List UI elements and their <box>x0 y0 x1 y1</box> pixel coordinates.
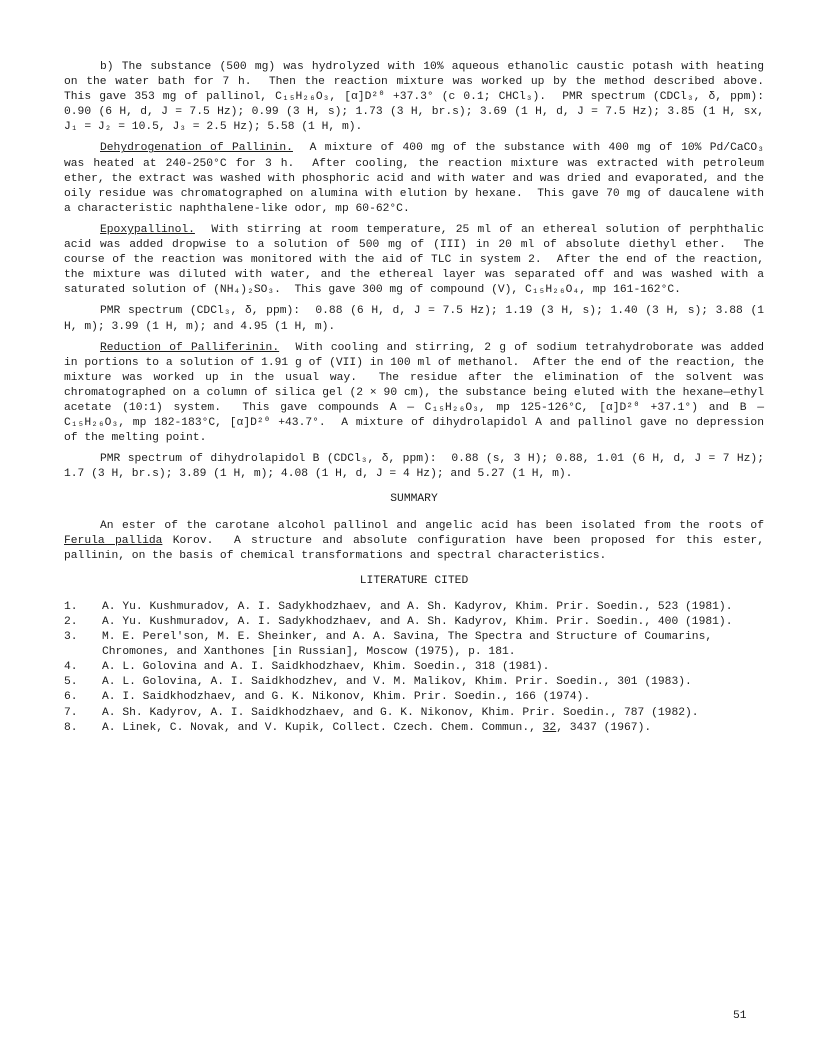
reference-item: 2. A. Yu. Kushmuradov, A. I. Sadykhodzhaev, and A. Sh. Kadyrov, Khim. Prir. Soedin., 400 (1981). <box>64 616 733 628</box>
paragraph-dehydrogenation: Dehydrogenation of Pallinin. A mixture of 400 mg of the substance with 400 mg of 10% Pd/CaCO₃ was heated at 240-250°C for 3 h. After cooling, the reaction mixture was extracted with petroleum ether, the extract was washed with phosphoric acid and with water and was dried and evaporated, and the oily residue was chromatographed on alumina with elution by hexane. This gave 70 mg of daucalene with a characteristic naphthalene-like odor, mp 60-62°C. <box>64 142 771 215</box>
reference-item: 1. A. Yu. Kushmuradov, A. I. Sadykhodzhaev, and A. Sh. Kadyrov, Khim. Prir. Soedin., 523 (1981). <box>64 600 733 613</box>
summary-text: An ester of the carotane alcohol pallinol and angelic acid has been isolated from the roots of Ferula pallida Korov. A structure and absolute configuration have been proposed for this ester, pallinin, on the basis of chemical transformations and spectral characteristics. <box>64 519 771 562</box>
journal-volume: 32 <box>542 721 557 734</box>
section-heading: Dehydrogenation of Pallinin. <box>100 142 293 155</box>
reference-item: 6. A. I. Saidkhodzhaev, and G. K. Nikonov, Khim. Prir. Soedin., 166 (1974). <box>64 691 591 704</box>
section-heading: Epoxypallinol. <box>100 223 195 236</box>
reference-item: 5. A. L. Golovina, A. I. Saidkhodzhev, and V. M. Malikov, Khim. Prir. Soedin., 301 (1983). <box>64 676 692 689</box>
reference-list <box>64 600 764 736</box>
page-body <box>64 60 778 736</box>
paragraph-hydrolysis: b) The substance (500 mg) was hydrolyzed with 10% aqueous ethanolic caustic potash with heating on the water bath for 7 h. Then the reaction mixture was worked up by the method described above. This gave 353 mg of pallinol, C₁₅H₂₆O₃, [α]D²⁰ +37.3° (c 0.1; CHCl₃). PMR spectrum (CDCl₃, δ, ppm): 0.90 (6 H, d, J = 7.5 Hz); 0.99 (3 H, s); 1.73 (3 H, br.s); 3.69 (1 H, d, J = 7.5 Hz); 3.85 (1 H, sx, J₁ = J₂ = 10.5, J₃ = 2.5 Hz); 5.58 (1 H, m). <box>64 61 778 134</box>
summary-heading: SUMMARY <box>390 493 438 506</box>
paragraph-epoxypallinol: Epoxypallinol. With stirring at room temperature, 25 ml of an ethereal solution of perphthalic acid was added dropwise to a solution of 500 mg of (III) in 20 ml of absolute diethyl ether. The course of the reaction was monitored with the aid of TLC in system 2. After the end of the reaction, the mixture was diluted with water, and the ethereal layer was separated off and was washed with a saturated solution of (NH₄)₂SO₃. This gave 300 mg of compound (V), C₁₅H₂₆O₄, mp 161-162°C. <box>64 223 771 297</box>
paragraph-pmr-b: PMR spectrum of dihydrolapidol B (CDCl₃, δ, ppm): 0.88 (s, 3 H); 0.88, 1.01 (6 H, d, J = 7 Hz); 1.7 (3 H, br.s); 3.89 (1 H, m); 4.08 (1 H, d, J = 4 Hz); and 5.27 (1 H, m). <box>64 453 771 481</box>
page-number: 51 <box>733 1010 747 1022</box>
reference-item: 8. A. Linek, C. Novak, and V. Kupik, Collect. Czech. Chem. Commun., 32, 3437 (1967). <box>64 721 652 734</box>
reference-item: 3. M. E. Perel'son, M. E. Sheinker, and A. A. Savina, The Spectra and Structure of Coumarins, Chromones, and Xanthones [in Russian], Moscow (1975), p. 181. <box>64 631 719 659</box>
section-heading: Reduction of Palliferinin. <box>100 341 280 354</box>
species-name: Ferula pallida <box>64 534 163 547</box>
paragraph-pmr-v: PMR spectrum (CDCl₃, δ, ppm): 0.88 (6 H, d, J = 7.5 Hz); 1.19 (3 H, s); 1.40 (3 H, s); 3.88 (1 H, m); 3.99 (1 H, m); and 4.95 (1 H, m). <box>64 305 771 333</box>
literature-heading: LITERATURE CITED <box>359 574 469 587</box>
paragraph-reduction: Reduction of Palliferinin. With cooling and stirring, 2 g of sodium tetrahydroborate was added in portions to a solution of 1.91 g of (VII) in 100 ml of methanol. After the end of the reaction, the mixture was worked up in the usual way. The residue after the elimination of the solvent was chromatographed on a column of silica gel (2 × 90 cm), the substance being eluted with the hexane—ethyl acetate (10:1) system. This gave compounds A — C₁₅H₂₆O₃, mp 125-126°C, [α]D²⁰ +37.1°) and B — C₁₅H₂₆O₃, mp 182-183°C, [α]D²⁰ +43.7°. A mixture of dihydrolapidol A and pallinol gave no depression of the melting point. <box>64 341 771 445</box>
reference-item: 4. A. L. Golovina and A. I. Saidkhodzhaev, Khim. Soedin., 318 (1981). <box>64 661 550 674</box>
reference-item: 7. A. Sh. Kadyrov, A. I. Saidkhodzhaev, and G. K. Nikonov, Khim. Prir. Soedin., 787 (1982). <box>64 706 699 719</box>
